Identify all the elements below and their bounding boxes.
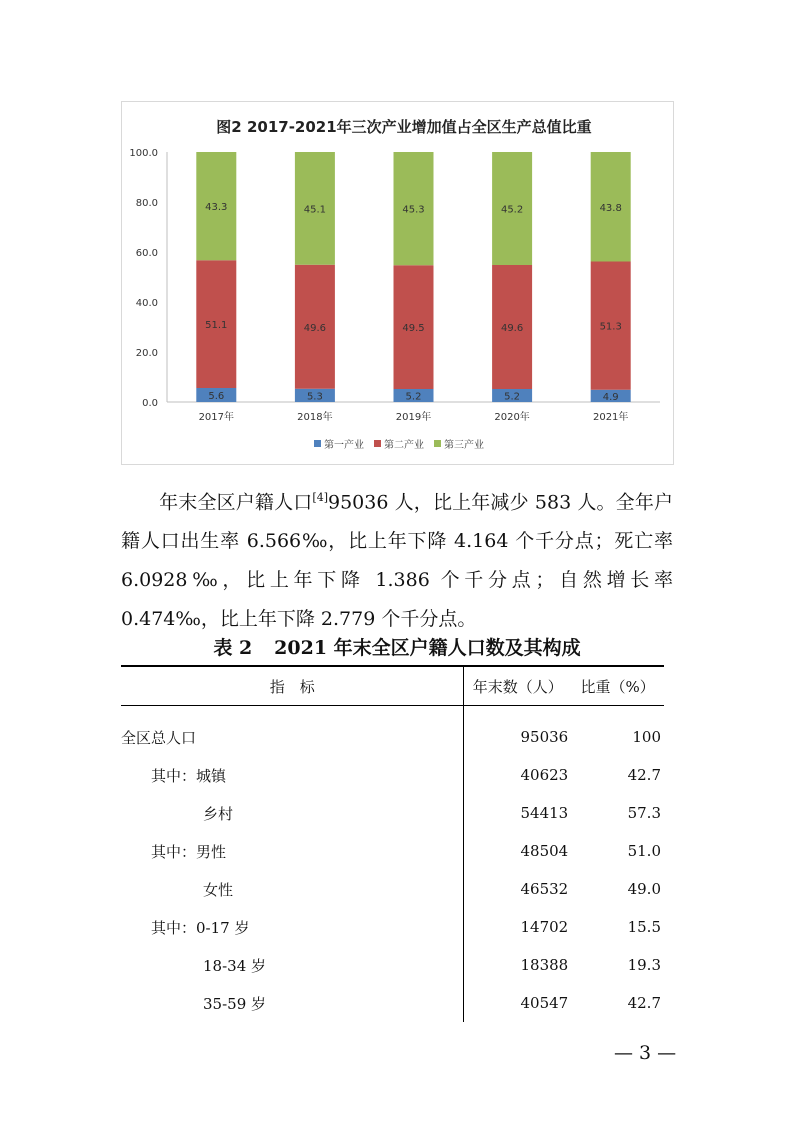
legend-swatch	[314, 440, 321, 447]
data-label: 51.1	[205, 320, 228, 332]
y-tick-label: 40.0	[135, 298, 158, 309]
row-ratio: 100	[632, 728, 661, 746]
data-label: 5.3	[306, 391, 323, 403]
header-ratio: 比重（%）	[580, 677, 655, 696]
data-label: 5.2	[405, 391, 422, 403]
x-tick-label: 2018年	[297, 412, 333, 423]
chart-svg	[122, 102, 673, 464]
y-tick-label: 0.0	[142, 398, 158, 409]
data-label: 5.6	[208, 391, 225, 402]
header-count: 年末数（人）	[464, 666, 571, 706]
row-count: 48504	[464, 832, 571, 870]
population-table	[121, 665, 664, 1022]
table-row	[121, 984, 664, 1022]
header-indicator: 指 标	[269, 677, 315, 696]
legend-label: 第二产业	[384, 440, 424, 451]
footnote-ref[interactable]: [4]	[312, 491, 328, 504]
row-count: 95036	[464, 706, 571, 757]
y-tick-label: 20.0	[135, 348, 158, 359]
table-row	[121, 832, 664, 870]
table-row	[121, 756, 664, 794]
table-caption: 2021 年末全区户籍人口数及其构成	[274, 637, 581, 659]
table-row	[121, 870, 664, 908]
y-tick-label: 100.0	[129, 148, 158, 159]
data-label: 49.6	[303, 322, 327, 334]
paragraph-text-1: 年末全区户籍人口	[159, 491, 313, 514]
row-ratio: 49.0	[627, 880, 661, 898]
table-title	[121, 633, 673, 660]
row-count: 54413	[464, 794, 571, 832]
row-ratio: 42.7	[627, 766, 661, 784]
row-ratio: 57.3	[627, 804, 661, 822]
data-label: 49.6	[500, 323, 524, 334]
table-row	[121, 706, 664, 757]
y-tick-label: 60.0	[135, 248, 158, 259]
row-label: 全区总人口	[121, 728, 197, 747]
row-count: 40547	[464, 984, 571, 1022]
data-label: 4.9	[602, 391, 619, 403]
row-count: 18388	[464, 946, 571, 984]
row-label: 其中：0-17 岁	[151, 918, 250, 937]
x-tick-label: 2021年	[592, 412, 629, 423]
table-row	[121, 794, 664, 832]
row-label: 女性	[203, 880, 234, 899]
data-label: 45.3	[402, 204, 425, 216]
row-label: 其中：城镇	[151, 766, 227, 785]
page-number: — 3 —	[614, 1042, 677, 1064]
paragraph-text-2: 95036 人，比上年减少 583 人。全年户籍人口出生率 6.566‰，比上年下降 4.164 个千分点；死亡率 6.0928‰，比上年下降 1.386 个千分点；自然增长率 0.474‰，比上年下降 2.779 个千分点。	[121, 491, 673, 631]
legend-label: 第一产业	[324, 440, 364, 451]
x-tick-label: 2017年	[198, 412, 235, 423]
industry-share-chart	[121, 101, 674, 465]
table-number: 表 2	[213, 637, 253, 659]
legend-swatch	[434, 440, 441, 447]
legend-label: 第三产业	[444, 440, 484, 451]
row-count: 14702	[464, 908, 571, 946]
data-label: 5.2	[504, 391, 521, 403]
data-label: 49.5	[402, 323, 425, 335]
row-count: 40623	[464, 756, 571, 794]
data-label: 45.1	[303, 204, 327, 216]
y-tick-label: 80.0	[135, 198, 158, 209]
table-row	[121, 946, 664, 984]
row-count: 46532	[464, 870, 571, 908]
table-header-row	[121, 666, 664, 706]
x-tick-label: 2020年	[494, 412, 530, 423]
legend-swatch	[374, 440, 381, 447]
table-row	[121, 908, 664, 946]
chart-title: 图2 2017-2021年三次产业增加值占全区生产总值比重	[216, 118, 592, 136]
x-tick-label: 2019年	[395, 412, 432, 423]
data-label: 43.8	[599, 202, 622, 214]
row-label: 18-34 岁	[203, 956, 267, 975]
data-label: 43.3	[205, 202, 228, 214]
row-ratio: 51.0	[627, 842, 661, 860]
data-label: 51.3	[599, 321, 622, 333]
data-label: 45.2	[500, 204, 524, 216]
row-ratio: 19.3	[627, 956, 661, 974]
row-label: 35-59 岁	[203, 994, 267, 1013]
row-label: 乡村	[203, 804, 234, 823]
population-paragraph	[121, 478, 673, 639]
row-ratio: 42.7	[627, 994, 661, 1012]
row-ratio: 15.5	[627, 918, 661, 936]
row-label: 其中：男性	[151, 842, 227, 861]
